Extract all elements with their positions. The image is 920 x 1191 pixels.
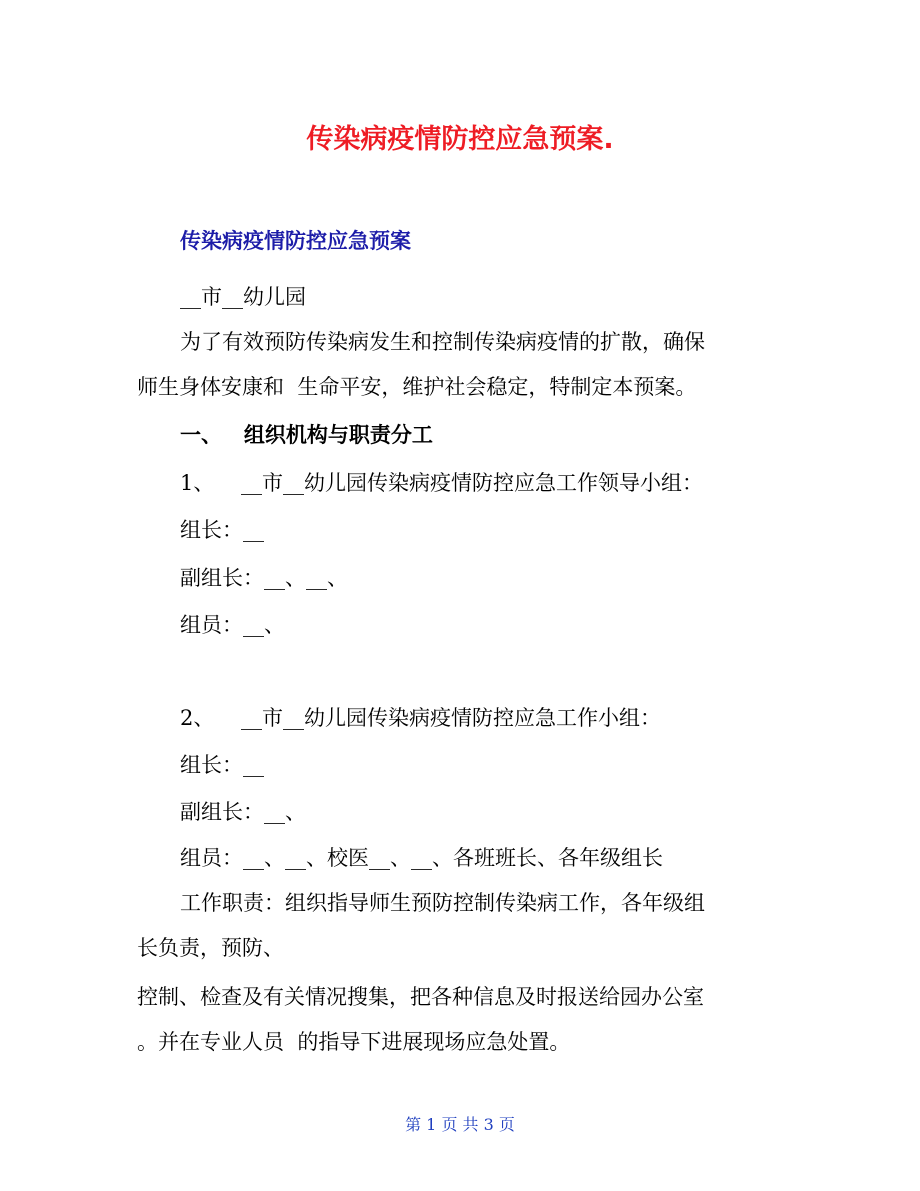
page-number: 第 1 页 共 3 页 xyxy=(405,1115,515,1134)
document-subtitle: 传染病疫情防控应急预案 xyxy=(180,229,411,253)
item-1-members: 组员：__、 xyxy=(180,613,285,637)
intro-line-2: 师生身体安康和 生命平安，维护社会稳定，特制定本预案。 xyxy=(137,375,697,399)
item-1-heading: 1、 __市__幼儿园传染病疫情防控应急工作领导小组： xyxy=(180,471,704,495)
duty-line-2: 长负责，预防、 xyxy=(137,936,284,960)
item-2-deputy: 副组长：__、 xyxy=(180,800,306,824)
duty-line-4: 。并在专业人员 的指导下进展现场应急处置。 xyxy=(137,1030,571,1054)
organization-name: __市__幼儿园 xyxy=(180,285,306,309)
item-1-deputy: 副组长：__、__、 xyxy=(180,566,348,590)
item-1-leader: 组长：__ xyxy=(180,518,264,542)
section-1-title: 一、 组织机构与职责分工 xyxy=(180,423,433,447)
item-2-heading: 2、 __市__幼儿园传染病疫情防控应急工作小组： xyxy=(180,706,662,730)
intro-line-1: 为了有效预防传染病发生和控制传染病疫情的扩散，确保 xyxy=(180,330,705,354)
item-2-members: 组员：__、__、校医__、__、各班班长、各年级组长 xyxy=(180,846,663,870)
item-2-leader: 组长：__ xyxy=(180,753,264,777)
duty-line-1: 工作职责：组织指导师生预防控制传染病工作，各年级组 xyxy=(180,891,705,915)
document-title: 传染病疫情防控应急预案. xyxy=(306,124,614,155)
duty-line-3: 控制、检查及有关情况搜集，把各种信息及时报送给园办公室 xyxy=(137,985,704,1009)
